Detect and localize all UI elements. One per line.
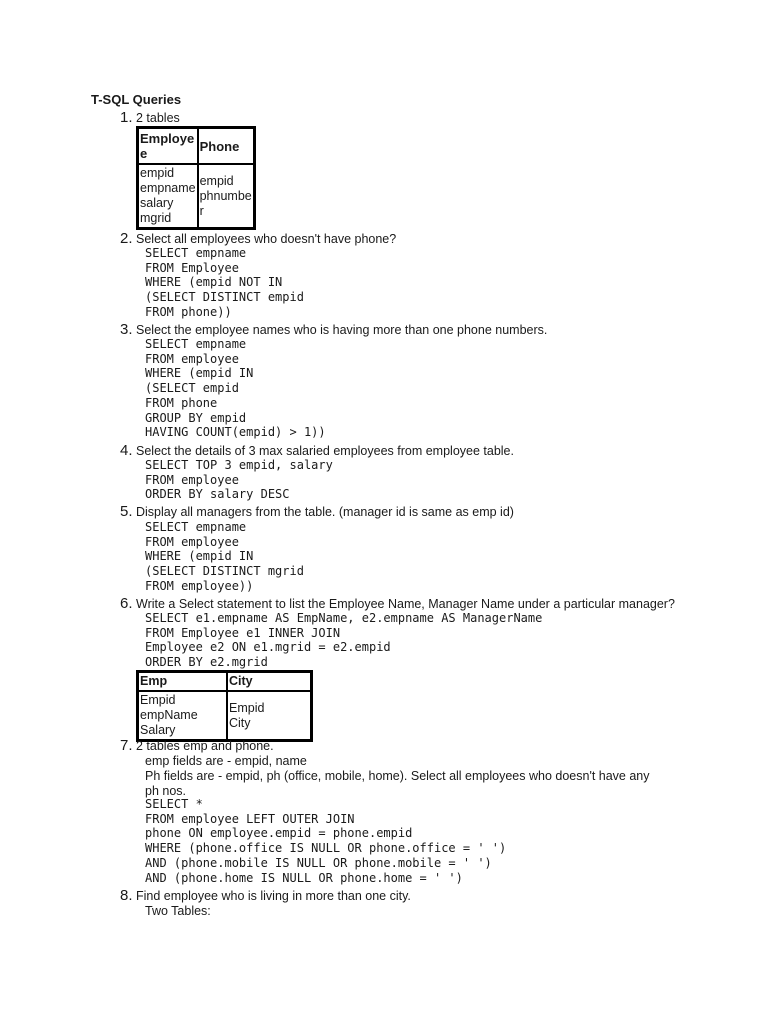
item-7-code: SELECT * FROM employee LEFT OUTER JOIN phone ON employee.empid = phone.empid WHERE (phone.office IS NULL OR phone.office = ' ') AND (phone.mobile IS NULL OR phone.mobile = ' ') AND (phone.home IS NULL OR phone.home = ' ') [145,797,507,885]
item-4-code: SELECT TOP 3 empid, salary FROM employee ORDER BY salary DESC [145,458,333,502]
table-header-employee: Employe e [138,128,198,164]
field-salary: salary [140,196,174,210]
table-cell-city-fields [227,691,311,740]
item-2-number: 2. [120,230,133,247]
field-emp-empname: empName [140,708,198,722]
item-7-number: 7. [120,737,133,754]
item-7-line-2: Ph fields are - empid, ph (office, mobile, home). Select all employees who doesn't have any [145,769,650,783]
table-cell-emp-fields [138,691,227,740]
table-header-emp: Emp [138,672,227,691]
page-title: T-SQL Queries [91,92,182,107]
field-emp-empid: Empid [140,693,176,707]
table-cell-phone-fields [198,164,254,228]
item-2-code: SELECT empname FROM Employee WHERE (empid NOT IN (SELECT DISTINCT empid FROM phone)) [145,246,304,319]
table-cell-employee-fields [138,164,198,228]
item-5-code: SELECT empname FROM employee WHERE (empid IN (SELECT DISTINCT mgrid FROM employee)) [145,520,304,593]
field-emp-salary: Salary [140,723,176,737]
table-header-phone: Phone [198,128,254,164]
item-5-text: Display all managers from the table. (manager id is same as emp id) [136,505,514,519]
item-7-line-3: ph nos. [145,784,187,798]
item-4-number: 4. [120,442,133,459]
item-8-text: Find employee who is living in more than one city. [136,889,411,903]
item-1-text: 2 tables [136,111,180,125]
item-3-code: SELECT empname FROM employee WHERE (empid IN (SELECT empid FROM phone GROUP BY empid HAVING COUNT(empid) > 1)) [145,337,326,440]
field-phnumber: phnumbe r [199,188,252,218]
item-8-line-1: Two Tables: [145,904,211,918]
field-phone-empid: empid [199,173,234,188]
item-3-text: Select the employee names who is having more than one phone numbers. [136,323,548,337]
item-6-text: Write a Select statement to list the Employee Name, Manager Name under a particular manager? [136,597,675,611]
item-1-number: 1. [120,109,133,126]
emp-city-table [136,670,313,742]
employee-phone-table [136,126,256,230]
item-7-text: 2 tables emp and phone. [136,739,274,753]
field-city-empid: Empid [229,700,265,715]
field-empname: empname [140,181,196,195]
table-header-city: City [227,672,311,691]
item-6-code: SELECT e1.empname AS EmpName, e2.empname AS ManagerName FROM Employee e1 INNER JOIN Employee e2 ON e1.mgrid = e2.empid ORDER BY e2.mgrid [145,611,543,670]
item-8-number: 8. [120,887,133,904]
item-3-number: 3. [120,321,133,338]
item-2-text: Select all employees who doesn't have phone? [136,232,397,246]
field-empid: empid [140,166,175,180]
item-5-number: 5. [120,503,133,520]
item-6-number: 6. [120,595,133,612]
item-4-text: Select the details of 3 max salaried employees from employee table. [136,444,514,458]
item-7-line-1: emp fields are - empid, name [145,754,307,768]
field-city: City [229,715,251,730]
field-mgrid: mgrid [140,211,172,225]
